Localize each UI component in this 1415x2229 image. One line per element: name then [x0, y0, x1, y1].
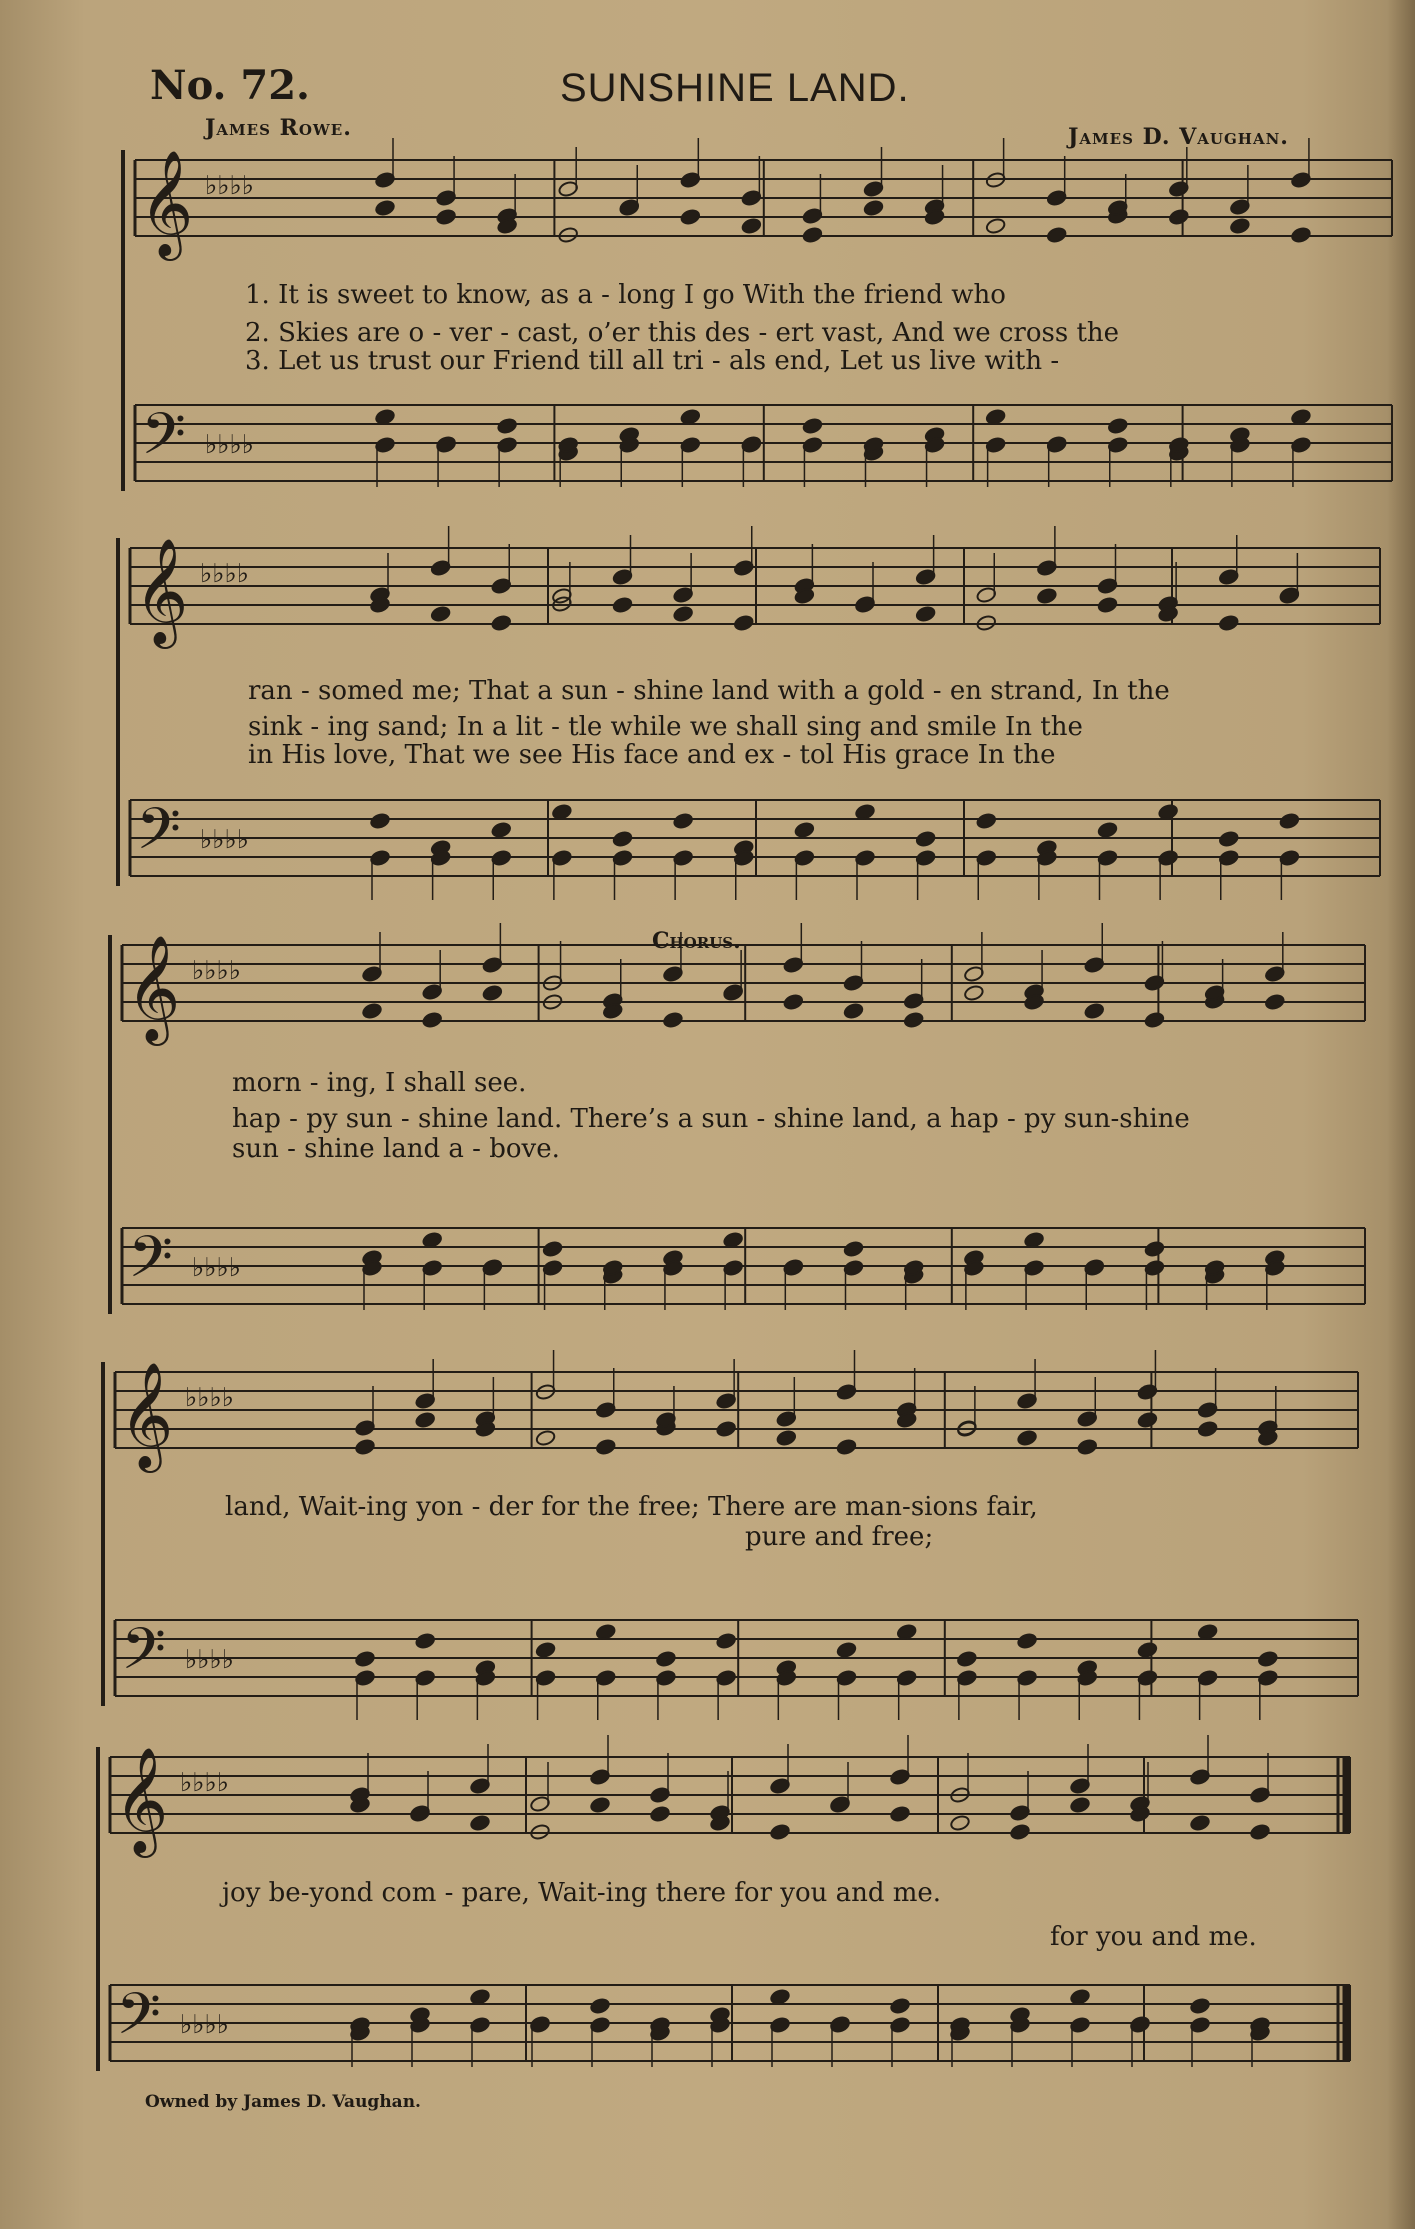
- note-head: [673, 605, 694, 622]
- bass-clef-icon: 𝄢: [116, 1980, 162, 2062]
- note-head: [1009, 1823, 1030, 1840]
- lyric-line: ran - somed me; That a sun - shine land with a gold - en strand, In the: [248, 676, 1170, 706]
- note-head: [889, 1997, 910, 2014]
- note-head: [535, 1641, 556, 1658]
- note-head: [1107, 417, 1128, 434]
- key-signature-flats-icon: ♭♭♭♭: [185, 1383, 235, 1413]
- lyric-line: 2. Skies are o - ver - cast, o’er this des - ert vast, And we cross the: [245, 318, 1120, 348]
- note-head: [415, 1411, 436, 1428]
- note-head: [673, 812, 694, 829]
- key-signature-flats-icon: ♭♭♭♭: [205, 430, 255, 460]
- note-head: [1229, 217, 1250, 234]
- note-head: [915, 605, 936, 622]
- note-head: [1097, 821, 1118, 838]
- key-signature-flats-icon: ♭♭♭♭: [185, 1645, 235, 1675]
- note-head: [802, 226, 823, 243]
- note-head: [1046, 226, 1067, 243]
- note-head: [716, 1632, 737, 1649]
- note-head: [1290, 226, 1311, 243]
- key-signature-flats-icon: ♭♭♭♭: [200, 559, 250, 589]
- note-head: [843, 1240, 864, 1257]
- note-head: [716, 1420, 737, 1437]
- bass-clef-icon: 𝄢: [136, 795, 182, 877]
- lyric-line: for you and me.: [1050, 1922, 1257, 1952]
- note-head: [985, 217, 1006, 234]
- note-head: [655, 1650, 676, 1667]
- note-head: [612, 596, 633, 613]
- composer-credit: James D. Vaughan.: [1068, 124, 1289, 150]
- note-head: [1279, 812, 1300, 829]
- note-head: [430, 605, 451, 622]
- note-head: [956, 1650, 977, 1667]
- note-head: [1069, 1796, 1090, 1813]
- note-head: [976, 812, 997, 829]
- note-head: [949, 1814, 970, 1831]
- lyric-line: pure and free;: [745, 1522, 934, 1552]
- note-head: [415, 1632, 436, 1649]
- note-head: [1189, 1814, 1210, 1831]
- note-head: [915, 830, 936, 847]
- note-head: [1257, 1650, 1278, 1667]
- note-head: [1084, 1002, 1105, 1019]
- note-head: [1218, 614, 1239, 631]
- note-head: [595, 1438, 616, 1455]
- note-head: [1017, 1632, 1038, 1649]
- bass-clef-icon: 𝄢: [128, 1223, 174, 1305]
- lyric-line: 3. Let us trust our Friend till all tri - als end, Let us live with -: [245, 346, 1060, 376]
- note-head: [542, 1240, 563, 1257]
- note-head: [535, 1429, 556, 1446]
- note-head: [889, 1805, 910, 1822]
- note-head: [369, 812, 390, 829]
- lyric-line: sink - ing sand; In a lit - tle while we shall sing and smile In the: [248, 712, 1083, 742]
- note-head: [422, 1011, 443, 1028]
- note-head: [836, 1438, 857, 1455]
- note-head: [1077, 1438, 1098, 1455]
- note-head: [1036, 587, 1057, 604]
- lyric-line: sun - shine land a - bove.: [232, 1134, 560, 1164]
- key-signature-flats-icon: ♭♭♭♭: [205, 171, 255, 201]
- treble-clef-icon: 𝄞: [134, 537, 189, 644]
- note-head: [649, 1805, 670, 1822]
- chorus-label: Chorus.: [652, 928, 741, 954]
- hymn-number: No. 72.: [150, 62, 310, 109]
- treble-clef-icon: 𝄞: [126, 934, 181, 1041]
- note-head: [482, 984, 503, 1001]
- note-head: [354, 1650, 375, 1667]
- note-head: [612, 830, 633, 847]
- lyric-line: in His love, That we see His face and ex - tol His grace In the: [248, 740, 1056, 770]
- note-head: [1097, 596, 1118, 613]
- note-head: [469, 1814, 490, 1831]
- note-head: [589, 1997, 610, 2014]
- key-signature-flats-icon: ♭♭♭♭: [192, 956, 242, 986]
- note-head: [1017, 1429, 1038, 1446]
- note-head: [1137, 1411, 1158, 1428]
- note-head: [491, 614, 512, 631]
- note-head: [802, 417, 823, 434]
- note-head: [1144, 1011, 1165, 1028]
- note-head: [863, 199, 884, 216]
- lyric-line: hap - py sun - shine land. There’s a sun - shine land, a hap - py sun-shine: [232, 1104, 1190, 1134]
- note-head: [1137, 1641, 1158, 1658]
- note-head: [680, 208, 701, 225]
- lyric-line: land, Wait-ing yon - der for the free; There are man-sions fair,: [225, 1492, 1038, 1522]
- treble-clef-icon: 𝄞: [139, 149, 194, 256]
- note-head: [361, 1002, 382, 1019]
- note-head: [374, 199, 395, 216]
- lyric-line: 1. It is sweet to know, as a - long I go With the friend who: [245, 280, 1006, 310]
- note-head: [354, 1438, 375, 1455]
- key-signature-flats-icon: ♭♭♭♭: [192, 1253, 242, 1283]
- note-head: [783, 993, 804, 1010]
- hymn-title: SUNSHINE LAND.: [560, 66, 910, 110]
- treble-clef-icon: 𝄞: [119, 1361, 174, 1468]
- note-head: [776, 1429, 797, 1446]
- note-head: [497, 417, 518, 434]
- lyric-line: joy be-yond com - pare, Wait-ing there for you and me.: [222, 1878, 942, 1908]
- bass-clef-icon: 𝄢: [141, 400, 187, 482]
- note-head: [1168, 208, 1189, 225]
- note-head: [1189, 1997, 1210, 2014]
- note-head: [769, 1823, 790, 1840]
- key-signature-flats-icon: ♭♭♭♭: [180, 1768, 230, 1798]
- note-head: [794, 821, 815, 838]
- note-head: [589, 1796, 610, 1813]
- note-head: [963, 984, 984, 1001]
- treble-clef-icon: 𝄞: [114, 1746, 169, 1853]
- lyric-line: morn - ing, I shall see.: [232, 1068, 527, 1098]
- note-head: [733, 614, 754, 631]
- note-head: [436, 208, 457, 225]
- note-head: [1197, 1420, 1218, 1437]
- note-head: [1218, 830, 1239, 847]
- lyricist-credit: James Rowe.: [205, 115, 352, 141]
- key-signature-flats-icon: ♭♭♭♭: [180, 2010, 230, 2040]
- note-head: [662, 1011, 683, 1028]
- note-head: [1249, 1823, 1270, 1840]
- note-head: [741, 217, 762, 234]
- ownership-footer: Owned by James D. Vaughan.: [145, 2092, 421, 2112]
- note-head: [491, 821, 512, 838]
- note-head: [1264, 993, 1285, 1010]
- note-head: [836, 1641, 857, 1658]
- note-head: [1144, 1240, 1165, 1257]
- note-head: [903, 1011, 924, 1028]
- bass-clef-icon: 𝄢: [121, 1615, 167, 1697]
- key-signature-flats-icon: ♭♭♭♭: [200, 825, 250, 855]
- note-head: [843, 1002, 864, 1019]
